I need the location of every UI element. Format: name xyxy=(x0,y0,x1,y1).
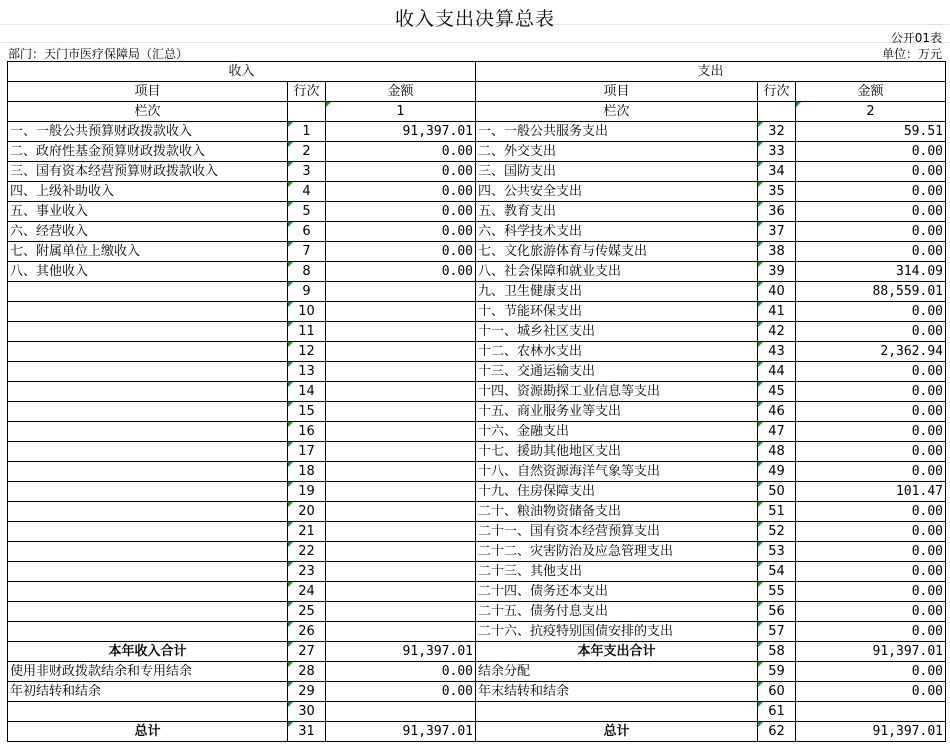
income-item-cell[interactable]: 六、经营收入 xyxy=(8,222,288,242)
income-amount-cell[interactable]: 0.00 xyxy=(326,202,476,222)
income-item-cell[interactable] xyxy=(8,302,288,322)
expense-line-cell[interactable]: 46 xyxy=(758,402,796,422)
table-row xyxy=(8,502,946,522)
expense-column-label[interactable]: 栏次 xyxy=(476,102,758,122)
income-amount-cell[interactable] xyxy=(326,362,476,382)
income-line-cell[interactable]: 18 xyxy=(288,462,326,482)
expense-item-cell[interactable]: 十五、商业服务业等支出 xyxy=(476,402,758,422)
table-row xyxy=(8,422,946,442)
expense-line-cell[interactable]: 58 xyxy=(758,642,796,662)
expense-line-cell[interactable]: 61 xyxy=(758,702,796,722)
table-row xyxy=(8,522,946,542)
expense-amount-cell[interactable]: 0.00 xyxy=(796,242,946,262)
income-line-cell[interactable]: 3 xyxy=(288,162,326,182)
income-line-cell[interactable]: 14 xyxy=(288,382,326,402)
table-row xyxy=(8,242,946,262)
expense-amount-cell[interactable]: 0.00 xyxy=(796,422,946,442)
expense-amount-cell[interactable]: 0.00 xyxy=(796,402,946,422)
column-header-row xyxy=(8,82,946,102)
expense-item-cell[interactable]: 十、节能环保支出 xyxy=(476,302,758,322)
table-row xyxy=(8,582,946,602)
expense-line-cell[interactable]: 59 xyxy=(758,662,796,682)
income-item-cell[interactable]: 八、其他收入 xyxy=(8,262,288,282)
expense-item-cell[interactable]: 二十六、抗疫特别国债安排的支出 xyxy=(476,622,758,642)
income-amount-cell[interactable]: 0.00 xyxy=(326,262,476,282)
income-line-cell[interactable]: 30 xyxy=(288,702,326,722)
expense-item-cell[interactable]: 十八、自然资源海洋气象等支出 xyxy=(476,462,758,482)
expense-line-cell[interactable]: 38 xyxy=(758,242,796,262)
expense-amount-cell[interactable]: 0.00 xyxy=(796,222,946,242)
table-row xyxy=(8,702,946,722)
income-line-cell[interactable]: 28 xyxy=(288,662,326,682)
income-item-cell[interactable]: 使用非财政拨款结余和专用结余 xyxy=(8,662,288,682)
expense-line-cell[interactable]: 60 xyxy=(758,682,796,702)
table-row xyxy=(8,462,946,482)
income-line-cell[interactable]: 31 xyxy=(288,722,326,742)
table-row xyxy=(8,562,946,582)
income-amount-header[interactable]: 金额 xyxy=(326,82,476,102)
income-item-cell[interactable] xyxy=(8,702,288,722)
income-item-header[interactable]: 项目 xyxy=(8,82,288,102)
expense-item-cell[interactable]: 总计 xyxy=(476,722,758,742)
expense-item-cell[interactable]: 一、一般公共服务支出 xyxy=(476,122,758,142)
income-line-cell[interactable]: 2 xyxy=(288,142,326,162)
table-row xyxy=(8,602,946,622)
expense-item-cell[interactable]: 二十五、债务付息支出 xyxy=(476,602,758,622)
expense-line-cell[interactable]: 48 xyxy=(758,442,796,462)
expense-amount-cell[interactable]: 0.00 xyxy=(796,542,946,562)
income-item-cell[interactable]: 二、政府性基金预算财政拨款收入 xyxy=(8,142,288,162)
income-line-cell[interactable]: 22 xyxy=(288,542,326,562)
expense-line-cell[interactable]: 40 xyxy=(758,282,796,302)
expense-amount-cell[interactable] xyxy=(796,702,946,722)
expense-line-cell[interactable]: 45 xyxy=(758,382,796,402)
income-line-cell[interactable]: 9 xyxy=(288,282,326,302)
income-line-cell[interactable]: 5 xyxy=(288,202,326,222)
expense-line-cell[interactable]: 35 xyxy=(758,182,796,202)
income-line-cell[interactable]: 6 xyxy=(288,222,326,242)
income-item-cell[interactable] xyxy=(8,382,288,402)
income-line-cell[interactable]: 20 xyxy=(288,502,326,522)
income-line-cell[interactable]: 11 xyxy=(288,322,326,342)
income-header[interactable]: 收入 xyxy=(8,62,476,82)
income-item-cell[interactable] xyxy=(8,422,288,442)
income-expense-table xyxy=(7,61,946,742)
income-line-header[interactable]: 行次 xyxy=(288,82,326,102)
income-item-cell[interactable] xyxy=(8,562,288,582)
expense-amount-cell[interactable]: 0.00 xyxy=(796,582,946,602)
income-item-cell[interactable]: 一、一般公共预算财政拨款收入 xyxy=(8,122,288,142)
income-line-cell[interactable]: 26 xyxy=(288,622,326,642)
expense-item-cell[interactable]: 十二、农林水支出 xyxy=(476,342,758,362)
table-row xyxy=(8,302,946,322)
table-row xyxy=(8,162,946,182)
table-row xyxy=(8,362,946,382)
income-item-cell[interactable]: 五、事业收入 xyxy=(8,202,288,222)
income-amount-cell[interactable] xyxy=(326,322,476,342)
income-item-cell[interactable]: 年初结转和结余 xyxy=(8,682,288,702)
table-row xyxy=(8,222,946,242)
income-item-cell[interactable] xyxy=(8,542,288,562)
expense-line-cell[interactable]: 62 xyxy=(758,722,796,742)
expense-item-cell[interactable]: 年末结转和结余 xyxy=(476,682,758,702)
expense-line-cell[interactable]: 54 xyxy=(758,562,796,582)
income-amount-cell[interactable] xyxy=(326,342,476,362)
column-index-row xyxy=(8,102,946,122)
expense-line-cell[interactable]: 47 xyxy=(758,422,796,442)
expense-amount-cell[interactable]: 2,362.94 xyxy=(796,342,946,362)
expense-line-cell[interactable]: 33 xyxy=(758,142,796,162)
income-item-cell[interactable] xyxy=(8,622,288,642)
income-line-cell[interactable]: 4 xyxy=(288,182,326,202)
income-amount-cell[interactable]: 0.00 xyxy=(326,242,476,262)
unit-label: 单位：万元 xyxy=(881,47,942,61)
expense-line-cell[interactable]: 55 xyxy=(758,582,796,602)
income-amount-cell[interactable] xyxy=(326,382,476,402)
table-row xyxy=(8,282,946,302)
table-row xyxy=(8,402,946,422)
expense-line-cell[interactable]: 32 xyxy=(758,122,796,142)
expense-item-cell[interactable]: 十三、交通运输支出 xyxy=(476,362,758,382)
expense-item-cell[interactable]: 二十四、债务还本支出 xyxy=(476,582,758,602)
expense-line-cell[interactable]: 39 xyxy=(758,262,796,282)
expense-line-cell[interactable]: 51 xyxy=(758,502,796,522)
table-row xyxy=(8,122,946,142)
table-row xyxy=(8,662,946,682)
expense-item-cell[interactable]: 三、国防支出 xyxy=(476,162,758,182)
expense-amount-cell[interactable]: 0.00 xyxy=(796,362,946,382)
income-line-cell[interactable]: 27 xyxy=(288,642,326,662)
sheet-gridline xyxy=(0,42,950,43)
income-line-cell[interactable]: 25 xyxy=(288,602,326,622)
expense-item-cell[interactable]: 二十三、其他支出 xyxy=(476,562,758,582)
expense-item-cell[interactable]: 十一、城乡社区支出 xyxy=(476,322,758,342)
income-item-cell[interactable]: 本年收入合计 xyxy=(8,642,288,662)
expense-amount-cell[interactable]: 0.00 xyxy=(796,602,946,622)
income-column-index-blank[interactable] xyxy=(288,102,326,122)
expense-amount-cell[interactable]: 0.00 xyxy=(796,302,946,322)
income-amount-cell[interactable] xyxy=(326,402,476,422)
income-line-cell[interactable]: 10 xyxy=(288,302,326,322)
expense-line-cell[interactable]: 37 xyxy=(758,222,796,242)
income-amount-cell[interactable]: 0.00 xyxy=(326,162,476,182)
table-row xyxy=(8,722,946,742)
income-amount-cell[interactable]: 0.00 xyxy=(326,662,476,682)
income-amount-cell[interactable]: 0.00 xyxy=(326,222,476,242)
table-row xyxy=(8,182,946,202)
income-amount-cell[interactable]: 0.00 xyxy=(326,182,476,202)
income-line-cell[interactable]: 24 xyxy=(288,582,326,602)
expense-amount-cell[interactable]: 88,559.01 xyxy=(796,282,946,302)
expense-amount-header[interactable]: 金额 xyxy=(796,82,946,102)
table-row xyxy=(8,342,946,362)
income-amount-cell[interactable] xyxy=(326,282,476,302)
expense-amount-cell[interactable]: 91,397.01 xyxy=(796,642,946,662)
income-line-cell[interactable]: 15 xyxy=(288,402,326,422)
expense-item-cell[interactable]: 十六、金融支出 xyxy=(476,422,758,442)
expense-item-cell[interactable]: 本年支出合计 xyxy=(476,642,758,662)
expense-line-cell[interactable]: 42 xyxy=(758,322,796,342)
table-row xyxy=(8,322,946,342)
table-row xyxy=(8,642,946,662)
department-label: 部门：天门市医疗保障局（汇总） xyxy=(8,47,189,61)
income-line-cell[interactable]: 17 xyxy=(288,442,326,462)
expense-item-cell[interactable]: 四、公共安全支出 xyxy=(476,182,758,202)
income-item-cell[interactable] xyxy=(8,442,288,462)
income-item-cell[interactable] xyxy=(8,462,288,482)
income-item-cell[interactable] xyxy=(8,482,288,502)
form-number: 公开01表 xyxy=(890,31,942,45)
income-amount-cell[interactable] xyxy=(326,582,476,602)
income-amount-cell[interactable] xyxy=(326,422,476,442)
expense-amount-cell[interactable]: 0.00 xyxy=(796,562,946,582)
expense-amount-cell[interactable]: 0.00 xyxy=(796,162,946,182)
income-amount-cell[interactable] xyxy=(326,462,476,482)
income-item-cell[interactable] xyxy=(8,342,288,362)
expense-column-index[interactable]: 2 xyxy=(796,102,946,122)
income-amount-cell[interactable] xyxy=(326,542,476,562)
income-amount-cell[interactable] xyxy=(326,602,476,622)
expense-line-cell[interactable]: 44 xyxy=(758,362,796,382)
expense-amount-cell[interactable]: 0.00 xyxy=(796,682,946,702)
income-amount-cell[interactable]: 0.00 xyxy=(326,142,476,162)
expense-line-cell[interactable]: 57 xyxy=(758,622,796,642)
expense-item-header[interactable]: 项目 xyxy=(476,82,758,102)
income-item-cell[interactable] xyxy=(8,402,288,422)
expense-amount-cell[interactable]: 0.00 xyxy=(796,202,946,222)
expense-item-cell[interactable]: 十九、住房保障支出 xyxy=(476,482,758,502)
expense-line-cell[interactable]: 52 xyxy=(758,522,796,542)
expense-line-cell[interactable]: 43 xyxy=(758,342,796,362)
expense-amount-cell[interactable]: 0.00 xyxy=(796,182,946,202)
income-column-label[interactable]: 栏次 xyxy=(8,102,288,122)
expense-line-cell[interactable]: 36 xyxy=(758,202,796,222)
income-item-cell[interactable]: 七、附属单位上缴收入 xyxy=(8,242,288,262)
income-line-cell[interactable]: 7 xyxy=(288,242,326,262)
income-item-cell[interactable]: 四、上级补助收入 xyxy=(8,182,288,202)
income-item-cell[interactable] xyxy=(8,602,288,622)
expense-amount-cell[interactable]: 101.47 xyxy=(796,482,946,502)
income-amount-cell[interactable] xyxy=(326,522,476,542)
expense-header[interactable]: 支出 xyxy=(476,62,946,82)
expense-line-cell[interactable]: 56 xyxy=(758,602,796,622)
expense-line-cell[interactable]: 41 xyxy=(758,302,796,322)
expense-item-cell[interactable]: 结余分配 xyxy=(476,662,758,682)
expense-item-cell[interactable] xyxy=(476,702,758,722)
expense-item-cell[interactable]: 十四、资源勘探工业信息等支出 xyxy=(476,382,758,402)
income-item-cell[interactable] xyxy=(8,522,288,542)
expense-line-header[interactable]: 行次 xyxy=(758,82,796,102)
table-row xyxy=(8,622,946,642)
income-column-index[interactable]: 1 xyxy=(326,102,476,122)
expense-line-cell[interactable]: 34 xyxy=(758,162,796,182)
income-line-cell[interactable]: 1 xyxy=(288,122,326,142)
income-line-cell[interactable]: 13 xyxy=(288,362,326,382)
expense-item-cell[interactable]: 七、文化旅游体育与传媒支出 xyxy=(476,242,758,262)
table-row xyxy=(8,262,946,282)
expense-amount-cell[interactable]: 0.00 xyxy=(796,502,946,522)
income-line-cell[interactable]: 23 xyxy=(288,562,326,582)
expense-line-cell[interactable]: 49 xyxy=(758,462,796,482)
expense-item-cell[interactable]: 十七、援助其他地区支出 xyxy=(476,442,758,462)
income-item-cell[interactable] xyxy=(8,582,288,602)
expense-amount-cell[interactable]: 0.00 xyxy=(796,522,946,542)
expense-item-cell[interactable]: 九、卫生健康支出 xyxy=(476,282,758,302)
expense-amount-cell[interactable]: 91,397.01 xyxy=(796,722,946,742)
income-item-cell[interactable] xyxy=(8,282,288,302)
expense-item-cell[interactable]: 二十二、灾害防治及应急管理支出 xyxy=(476,542,758,562)
expense-amount-cell[interactable]: 0.00 xyxy=(796,662,946,682)
expense-amount-cell[interactable]: 0.00 xyxy=(796,382,946,402)
expense-amount-cell[interactable]: 0.00 xyxy=(796,622,946,642)
income-amount-cell[interactable]: 91,397.01 xyxy=(326,722,476,742)
income-item-cell[interactable]: 总计 xyxy=(8,722,288,742)
income-amount-cell[interactable]: 91,397.01 xyxy=(326,122,476,142)
expense-item-cell[interactable]: 二十一、国有资本经营预算支出 xyxy=(476,522,758,542)
income-item-cell[interactable] xyxy=(8,502,288,522)
expense-item-cell[interactable]: 六、科学技术支出 xyxy=(476,222,758,242)
expense-line-cell[interactable]: 50 xyxy=(758,482,796,502)
income-line-cell[interactable]: 29 xyxy=(288,682,326,702)
income-item-cell[interactable] xyxy=(8,362,288,382)
income-amount-cell[interactable] xyxy=(326,702,476,722)
expense-amount-cell[interactable]: 314.09 xyxy=(796,262,946,282)
expense-amount-cell[interactable]: 0.00 xyxy=(796,322,946,342)
expense-item-cell[interactable]: 二十、粮油物资储备支出 xyxy=(476,502,758,522)
expense-column-index-blank[interactable] xyxy=(758,102,796,122)
expense-item-cell[interactable]: 八、社会保障和就业支出 xyxy=(476,262,758,282)
expense-amount-cell[interactable]: 0.00 xyxy=(796,142,946,162)
income-amount-cell[interactable]: 91,397.01 xyxy=(326,642,476,662)
table-row xyxy=(8,142,946,162)
income-amount-cell[interactable]: 0.00 xyxy=(326,682,476,702)
income-amount-cell[interactable] xyxy=(326,442,476,462)
income-line-cell[interactable]: 19 xyxy=(288,482,326,502)
income-line-cell[interactable]: 16 xyxy=(288,422,326,442)
income-item-cell[interactable] xyxy=(8,322,288,342)
expense-amount-cell[interactable]: 0.00 xyxy=(796,462,946,482)
income-line-cell[interactable]: 8 xyxy=(288,262,326,282)
expense-amount-cell[interactable]: 0.00 xyxy=(796,442,946,462)
income-amount-cell[interactable] xyxy=(326,482,476,502)
table-row xyxy=(8,542,946,562)
expense-item-cell[interactable]: 二、外交支出 xyxy=(476,142,758,162)
table-row xyxy=(8,202,946,222)
income-line-cell[interactable]: 12 xyxy=(288,342,326,362)
income-amount-cell[interactable] xyxy=(326,622,476,642)
section-header-row xyxy=(8,62,946,82)
income-item-cell[interactable]: 三、国有资本经营预算财政拨款收入 xyxy=(8,162,288,182)
income-line-cell[interactable]: 21 xyxy=(288,522,326,542)
expense-item-cell[interactable]: 五、教育支出 xyxy=(476,202,758,222)
table-row xyxy=(8,682,946,702)
income-amount-cell[interactable] xyxy=(326,562,476,582)
expense-line-cell[interactable]: 53 xyxy=(758,542,796,562)
page-title: 收入支出决算总表 xyxy=(394,8,555,30)
table-row xyxy=(8,482,946,502)
income-amount-cell[interactable] xyxy=(326,502,476,522)
expense-amount-cell[interactable]: 59.51 xyxy=(796,122,946,142)
income-amount-cell[interactable] xyxy=(326,302,476,322)
table-row xyxy=(8,442,946,462)
table-row xyxy=(8,382,946,402)
